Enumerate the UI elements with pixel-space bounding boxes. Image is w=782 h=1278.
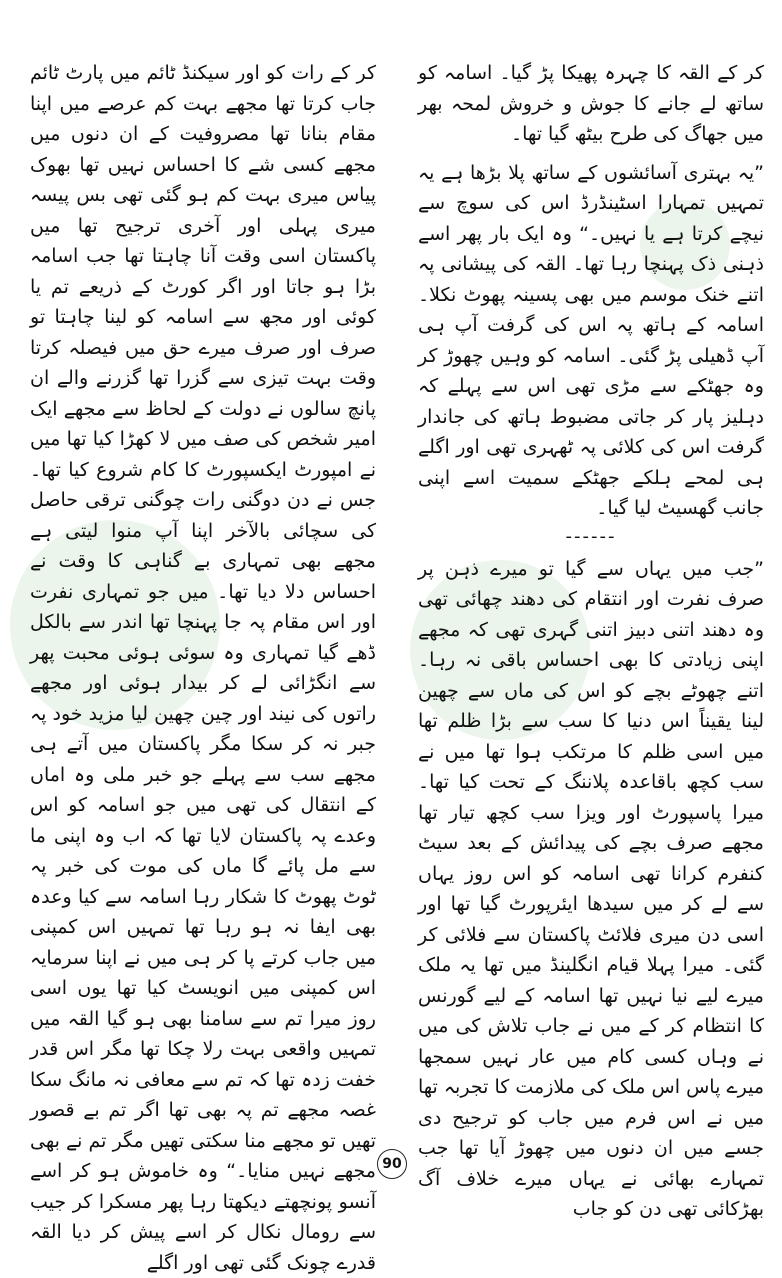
left-text-column: [30, 58, 376, 1278]
right-text-column: [418, 58, 764, 1225]
paragraph: کر کے رات کو اور سیکنڈ ٹائم میں پارٹ ٹائم جاب کرتا تھا مجھے بہت کم عرصے میں اپنا مقام بنانا تھا مصروفیت کے ان دنوں میں مجھے کسی شے کا احساس نہیں تھا بھوک پیاس میری بہت کم ہو گئی تھی بس پیسہ میری پہلی اور آخری ترجیح تھا میں پاکستان اسی وقت آنا چاہتا تھا جب اسامہ بڑا ہو جاتا اور اگر کورٹ کے ذریعے تم یا کوئی اور مجھ سے اسامہ کو لینا چاہتا تو صرف اور صرف میرے حق میں فیصلہ کرتا وقت بہت تیزی سے گزرا تھا گزرنے والے ان پانچ سالوں نے دولت کے لحاظ سے مجھے ایک امیر شخص کی صف میں لا کھڑا کیا تھا میں نے امپورٹ ایکسپورٹ کا کام شروع کیا تھا۔ جس نے دن دوگنی رات چوگنی ترقی حاصل کی سچائی بالآخر اپنا آپ منوا لیتی ہے مجھے بھی تمہاری بے گناہی کا وقت نے احساس دلا دیا تھا۔ میں جو تمہاری نفرت اور اس مقام پہ جا پہنچا تھا اندر سے بالکل ڈھے گیا تمہاری وہ سوئی ہوئی محبت پھر سے انگڑائی لے کر بیدار ہوئی اور مجھے راتوں کی نیند اور چین چھین لیا مزید خود پہ جبر نہ کر سکا مگر پاکستان میں آتے ہی مجھے سب سے پہلے جو خبر ملی وہ اماں کے انتقال کی تھی میں جو اسامہ کو اس وعدے پہ پاکستان لایا تھا کہ اب وہ اپنی ما سے مل پائے گا ماں کی موت کی خبر پہ ٹوٹ پھوٹ کا شکار رہا اسامہ سے کیا وعدہ بھی ایفا نہ ہو رہا تھا تمہیں اس کمپنی میں جاب کرتے پا کر ہی میں نے اپنا سرمایہ اس کمپنی میں انویسٹ کیا تھا یوں اسی روز میرا تم سے سامنا بھی ہو گیا القہ میں تمہیں واقعی بہت رلا چکا تھا مگر اس قدر خفت زدہ تھا کہ تم سے معافی نہ مانگ سکا غصہ مجھے تم پہ بھی تھا اگر تم بے قصور تھیں تو مجھے منا سکتی تھیں مگر تم نے بھی مجھے نہیں منایا۔“ وہ خاموش ہو کر اسے آنسو پونچھتے دیکھتا رہا پھر مسکرا کر جیب سے رومال نکال کر اسے پیش کر دیا القہ قدرے چونک گئی تھی اور اگلے: [30, 62, 376, 1274]
paragraph: ”یہ بہتری آسائشوں کے ساتھ پلا بڑھا ہے یہ تمہیں تمہارا اسٹینڈرڈ اس کی سوچ سے نیچے کرتا ہے یا نہیں۔“ وہ ایک بار پھر اسے ذہنی ذک پہنچا رہا تھا۔ القہ کی پیشانی پہ اتنے خنک موسم میں بھی پسینہ پھوٹ نکلا۔ اسامہ کے ہاتھ پہ اس کی گرفت آپ ہی آپ ڈھیلی پڑ گئی۔ اسامہ کو وہیں چھوڑ کر وہ جھٹکے سے مڑی تھی اس سے پہلے کہ دہلیز پار کر جاتی مضبوط ہاتھ کی جاندار گرفت اس کی کلائی پہ ٹھہری تھی اور اگلے ہی لمحے ہلکے جھٹکے سمیت اسے اپنی جانب گھسیٹ لیا گیا۔: [418, 161, 764, 519]
paragraph: کر کے القہ کا چہرہ پھیکا پڑ گیا۔ اسامہ کو ساتھ لے جانے کا جوش و خروش لمحہ بھر میں جھاگ کی طرح بیٹھ گیا تھا۔: [418, 62, 764, 145]
section-divider: ------: [565, 525, 617, 547]
paragraph: ”جب میں یہاں سے گیا تو میرے ذہن پر صرف نفرت اور انتقام کی دھند چھائی تھی وہ دھند اتنی دبیز اتنی گہری تھی کہ مجھے اپنی زیادتی کا بھی احساس باقی نہ رہا۔ اتنے چھوٹے بچے کو اس کی ماں سے چھین لینا یقیناً اس دنیا کا سب سے بڑا ظلم تھا میں اسی ظلم کا مرتکب ہوا تھا میں نے سب کچھ باقاعدہ پلاننگ کے تحت کیا تھا۔ میرا پاسپورٹ اور ویزا سب کچھ تیار تھا مجھے صرف بچے کی پیدائش کے بعد سیٹ کنفرم کرانا تھی اسامہ کو اس روز یہاں سے لے کر میں سیدھا ایئرپورٹ گیا تھا اور اسی دن میری فلائٹ پاکستان سے فلائی کر گئی۔ میرا پہلا قیام انگلینڈ میں تھا یہ ملک میرے لیے نیا نہیں تھا اسامہ کے لیے گورنس کا انتظام کر کے میں نے جاب تلاش کی میں نے وہاں کسی کام میں عار نہیں سمجھا میرے پاس اس ملک کی ملازمت کا تجربہ تھا میں نے اس فرم میں جاب کو ترجیح دی جسے میں ان دنوں میں چھوڑ آیا تھا جب تمہارے بھائی نے یہاں میرے خلاف آگ بھڑکائی تھی دن کو جاب: [418, 557, 764, 1220]
page-number: 90: [377, 1149, 407, 1179]
